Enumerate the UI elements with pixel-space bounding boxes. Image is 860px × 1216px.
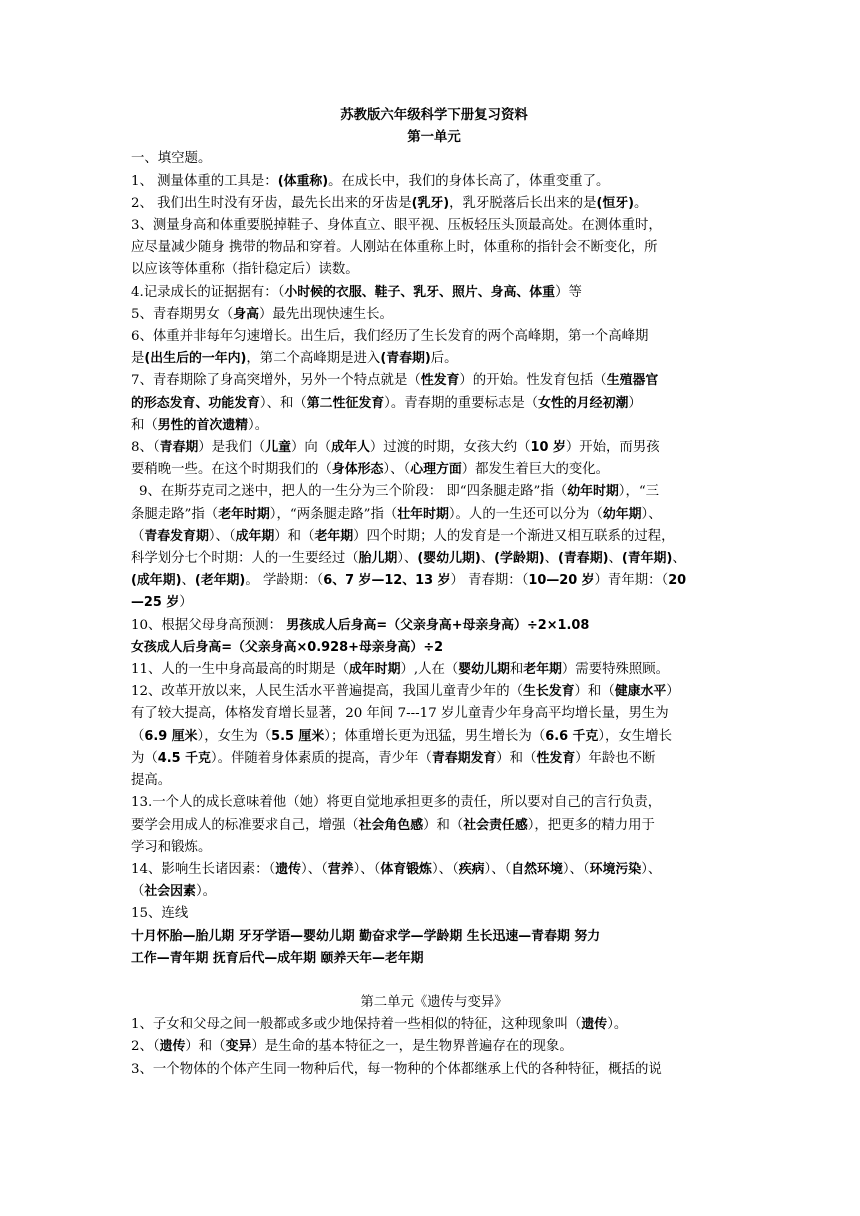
answer-text: (恒牙) [596,195,635,211]
text-line [131,148,737,170]
text-line [131,881,737,903]
text-line [131,815,737,837]
text-line [131,1059,737,1081]
answer-text: 工作—青年期 抚育后代—成年期 颐养天年—老年期 [131,950,424,966]
answer-text: (青年期) [621,551,673,567]
answer-text: 6、7 岁—12、13 岁 [323,573,451,589]
answer-text: 心理方面 [410,462,462,478]
text-line [131,193,737,215]
text-line [131,526,737,548]
text-line [131,570,737,592]
text-segment: 学习和锻炼。 [131,839,212,855]
text-line [131,681,737,703]
answer-text: 性发育 [536,750,576,766]
text-line [131,259,737,281]
text-segment: ）和（ [496,750,537,766]
text-line [131,615,737,637]
text-line [131,1036,737,1058]
text-segment: ）和（ [185,1039,226,1055]
text-line [131,481,737,503]
text-line [131,437,737,459]
text-segment: ）、（ [208,528,236,544]
text-segment: ）、 [641,506,662,522]
text-segment: ），女生增长 [598,728,672,744]
unit-2-section [131,1014,737,1081]
text-line [131,326,737,348]
text-line [131,237,737,259]
answer-text: 的形态发育、功能发育 [131,395,260,411]
answer-text: 10 岁 [530,440,566,456]
text-segment: ）。 [607,1017,628,1033]
text-segment: ）、（ [562,861,590,877]
text-segment: 9、在斯芬克司之迷中，把人的一生分为三个阶段： 即“四条腿走路”指（ [139,484,568,500]
answer-text: (老年期) [194,573,246,589]
text-segment: 5、青春期男女（ [131,306,234,322]
answer-text: 幼年时期 [567,484,619,500]
answer-text: 婴幼儿期 [458,662,510,678]
section-gap [131,970,737,992]
text-segment: 和 [509,662,524,678]
text-segment: ），“两条腿走路”指（ [269,506,398,522]
text-segment: ）青年期：（ [594,573,669,589]
answer-text: 老年时期 [218,506,270,522]
text-segment: 10、根据父母身高预测： [131,617,287,633]
text-line [131,348,737,370]
text-segment: ）。 [195,884,217,900]
text-segment: （ [131,884,145,900]
text-line [131,504,737,526]
text-segment: ）和（ [423,817,464,833]
answer-text: 女性的月经初潮 [538,395,629,411]
text-segment: ），女生为（ [197,728,272,744]
text-segment: ）。 [248,417,269,433]
answer-text: 成年期 [235,528,275,544]
text-segment: 是 [131,351,145,367]
text-line [131,859,737,881]
text-line [131,837,737,859]
answer-text: 6.9 厘米 [144,728,198,744]
answer-text: 儿童 [265,440,292,456]
text-segment: ），“三 [618,484,660,500]
text-segment: 2、（ [131,1039,160,1055]
text-segment: 和（ [131,417,158,433]
text-segment: ）。人的一生还可以分为（ [448,506,603,522]
text-line [131,726,737,748]
answer-text: 第二性征发育 [306,395,385,411]
text-line [131,659,737,681]
text-segment: 有了较大提高，体格发育增长显著，20 年间 7---17 岁儿童青少年身高平均增长量，男生为 [131,706,669,722]
text-segment: ）、（ [353,861,381,877]
text-segment: 12、改革开放以来，人民生活水平普遍提高，我国儿童青少年的（ [131,684,523,700]
text-segment: 1、 测量体重的工具是： [131,173,278,189]
text-line [131,459,737,481]
text-segment: 、 [544,551,559,567]
text-segment: 3、一个物体的个体产生同一物种后代，每一物种的个体都继承上代的各种特征，概括的说 [131,1061,662,1077]
text-line [131,926,737,948]
answer-text: 老年期 [523,662,562,678]
answer-text: 10—20 岁 [528,573,595,589]
answer-text: 健康水平 [614,684,667,700]
text-segment: 4.记录成长的证据据有：（ [131,284,285,300]
text-line [131,703,737,725]
text-line [131,770,737,792]
document-title: 苏教版六年级科学下册复习资料 [340,107,528,123]
text-segment: 要学会用成人的标准要求自己，增强（ [131,817,359,833]
text-line [131,304,737,326]
text-segment: 。 学龄期：（ [245,573,324,589]
answer-text: 自然环境 [511,861,563,877]
answer-text: 体育锻炼 [380,861,432,877]
answer-text: 胎儿期 [358,551,398,567]
answer-text: (学龄期) [494,551,545,567]
text-segment: ）等 [555,284,582,300]
text-segment: ），把更多的精力用于 [527,817,655,833]
text-segment: 11、人的一生中身高最高的时期是（ [131,662,349,678]
text-line [131,637,737,659]
answer-text: 女孩成人后身高=（父亲身高×0.928+母亲身高）÷2 [131,639,444,655]
text-segment: ）、和（ [259,395,307,411]
text-segment: ）、 [641,861,662,877]
text-segment: 条腿走路”指（ [131,506,219,522]
answer-text: 青春期 [159,440,199,456]
answer-text: 社会角色感 [358,817,424,833]
text-segment: 15、连线 [131,906,189,922]
text-segment: ）、（ [484,861,512,877]
text-segment: ，乳牙脱落后长出来的是 [449,195,597,211]
text-segment: 要稍晚一些。在这个时期我们的（ [131,462,332,478]
answer-text: 遗传 [275,861,302,877]
answer-text: 遗传 [581,1017,608,1033]
text-line [131,792,737,814]
text-segment: ）四个时期；人的发育是一个渐进又相互联系的过程， [353,528,675,544]
text-line [131,171,737,193]
answer-text: 社会因素 [144,884,196,900]
answer-text: (青春期) [380,351,431,367]
answer-text: 遗传 [159,1039,186,1055]
text-segment: ）和（ [274,528,315,544]
text-line [131,282,737,304]
answer-text: 20 [668,573,687,589]
text-segment: 、 [672,551,686,567]
text-segment: 以应该等体重称（指针稳定后）读数。 [131,262,359,278]
answer-text: 男性的首次遗精 [157,417,249,433]
text-line [131,415,737,437]
answer-text: (体重称) [277,173,329,189]
text-segment: 。 [634,195,648,211]
answer-text: 4.5 千克 [157,750,211,766]
text-segment: ）年龄也不断 [575,750,656,766]
text-segment: ）。伴随着身体素质的提高，青少年（ [210,750,432,766]
text-segment: 。在成长中，我们的身体长高了，体重变重了。 [328,173,610,189]
answer-text: —25 岁 [131,595,180,611]
answer-text: (青春期) [558,551,609,567]
answer-text: (乳牙) [411,195,450,211]
text-segment: 科学划分七个时期：人的一生要经过（ [131,551,359,567]
text-line [131,948,737,970]
text-segment: ）、（ [383,462,411,478]
text-segment: ）需要特殊照顾。 [561,662,670,678]
answer-text: 壮年时期 [397,506,449,522]
answer-text: (出生后的一年内) [144,351,247,367]
text-segment: ）是生命的基本特征之一，是生物界普遍存在的现象。 [251,1039,573,1055]
text-segment: 提高。 [131,773,172,789]
text-segment: 、 [181,573,195,589]
text-line [131,548,737,570]
text-segment: （ [131,528,145,544]
document-body [131,104,737,1081]
answer-text: 身体形态 [331,462,384,478]
text-segment: 、 [608,551,622,567]
unit-2-heading: 第二单元《遗传与变异》 [360,994,508,1010]
unit-1-heading: 第一单元 [407,129,461,146]
text-segment: 14、影响生长诸因素：（ [131,861,276,877]
text-segment: 、 [480,551,495,567]
text-segment: ）是我们（ [198,440,266,456]
text-segment: ） [628,395,642,411]
text-segment: 后。 [430,351,458,367]
answer-text: 变异 [225,1039,252,1055]
text-segment: ）,人在（ [400,662,459,678]
text-segment: ）都发生着巨大的变化。 [461,462,610,478]
answer-text: 男孩成人后身高=（父亲身高+母亲身高）÷2×1.08 [286,617,590,633]
answer-text: 生殖器官 [606,373,659,389]
text-segment: ）向（ [291,440,332,456]
text-segment: ）、（ [431,861,459,877]
answer-text: 老年期 [314,528,354,544]
text-segment: ）开始，而男孩 [565,440,660,456]
text-segment: ）和（ [574,684,615,700]
answer-text: 疾病 [458,861,485,877]
text-segment: 1、子女和父母之间一般都或多或少地保持着一些相似的特征，这种现象叫（ [131,1017,582,1033]
text-segment: ）。青春期的重要标志是（ [384,395,539,411]
answer-text: 青春期发育 [431,750,497,766]
text-line [131,1014,737,1036]
text-segment: ） [666,684,680,700]
text-segment: 2、 我们出生时没有牙齿，最先长出来的牙齿是 [131,195,412,211]
text-segment: 7、青春期除了身高突增外，另外一个特点就是（ [131,373,421,389]
answer-text: 成年时期 [348,662,401,678]
text-segment: ）、 [397,551,418,567]
text-segment: ）；体重增长更为迅猛，男生增长为（ [324,728,546,744]
answer-text: 成年人 [331,440,370,456]
text-segment: 应尽量减少随身 携带的物品和穿着。人刚站在体重称上时，体重称的指针会不断变化，所 [131,240,658,256]
text-segment: 一、填空题。 [131,151,212,167]
text-segment: ）、（ [301,861,328,877]
answer-text: 生长发育 [522,684,575,700]
answer-text: (成年期) [131,573,182,589]
text-line [131,215,737,237]
text-segment: ）过渡的时期，女孩大约（ [369,440,531,456]
answer-text: 5.5 厘米 [271,728,325,744]
text-line [131,592,737,614]
answer-text: (婴幼儿期) [417,551,481,567]
text-segment: 13.一个人的成长意味着他（她）将更自觉地承担更多的责任，所以要对自己的言行负责， [131,795,662,811]
answer-text: 性发育 [420,373,460,389]
unit-1-section [131,148,737,970]
answer-text: 营养 [327,861,354,877]
text-line [131,393,737,415]
text-line [131,903,737,925]
answer-text: 社会责任感 [463,817,528,833]
text-segment: （ [131,728,145,744]
text-segment: 为（ [131,750,158,766]
text-segment: 8、（ [131,440,160,456]
text-segment: ）的开始。性发育包括（ [459,373,607,389]
text-segment: 3、测量身高和体重要脱掉鞋子、身体直立、眼平视、压板轻压头顶最高处。在测体重时， [131,218,662,234]
text-line [131,370,737,392]
text-segment: 6、体重并非每年匀速增长。出生后，我们经历了生长发育的两个高峰期，第一个高峰期 [131,329,649,345]
answer-text: 小时候的衣服、鞋子、乳牙、照片、身高、体重 [284,284,556,300]
answer-text: 幼年期 [602,506,642,522]
text-segment: ，第二个高峰期是进入 [246,351,381,367]
text-segment: ） [179,595,193,611]
answer-text: 环境污染 [589,861,642,877]
answer-text: 6.6 千克 [545,728,599,744]
text-line [131,748,737,770]
answer-text: 青春发育期 [144,528,209,544]
text-segment: ）最先出现快速生长。 [259,306,393,322]
text-segment: ） 青春期：（ [450,573,529,589]
answer-text: 十月怀胎—胎儿期 牙牙学语—婴幼儿期 勤奋求学—学龄期 生长迅速—青春期 努力 [131,928,601,944]
answer-text: 身高 [233,306,260,322]
